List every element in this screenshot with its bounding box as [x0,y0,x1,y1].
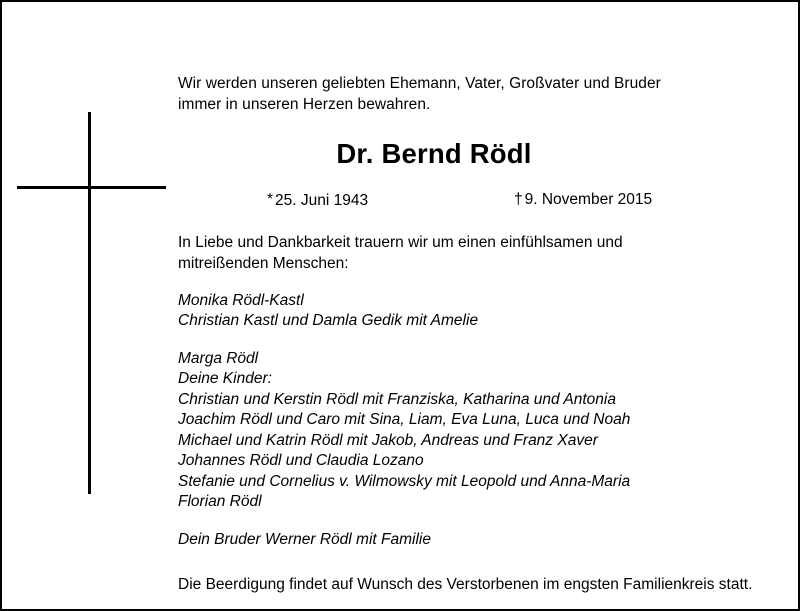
family-line: Michael und Katrin Rödl mit Jakob, Andreas und Franz Xaver [178,431,598,449]
death-date [514,189,652,211]
family-line: Christian und Kerstin Rödl mit Franziska, Katharina und Antonia [178,390,616,408]
cross-horizontal-bar [17,186,166,189]
family-group [178,530,790,551]
family-line: Florian Rödl [178,493,262,511]
family-line: Christian Kastl und Damla Gedik mit Amelie [178,312,479,330]
family-line: Joachim Rödl und Caro mit Sina, Liam, Eva Luna, Luca und Noah [178,411,631,429]
deceased-name: Dr. Bernd Rödl [336,137,532,169]
birth-date [267,189,368,212]
family-line: Stefanie und Cornelius v. Wilmowsky mit Leopold und Anna-Maria [178,472,631,490]
family-line: Monika Rödl-Kastl [178,291,304,309]
cross-vertical-bar [88,112,91,494]
family-line: Marga Rödl [178,349,259,367]
family-line: Deine Kinder: [178,370,272,388]
obituary-content [178,2,790,611]
family-group [178,291,790,332]
death-cross-icon: † [514,190,523,208]
intro-text: Wir werden unseren geliebten Ehemann, Vater, Großvater und Bruder immer in unseren Herzen bewahren. [178,74,661,113]
mourning-text: In Liebe und Dankbarkeit trauern wir um einen einfühlsamen und mitreißenden Menschen: [178,233,623,272]
death-date-value: 9. November 2015 [524,190,653,208]
birth-star-icon: * [267,190,274,208]
family-line: Johannes Rödl und Claudia Lozano [178,452,424,470]
birth-date-value: 25. Juni 1943 [275,191,369,209]
closing-text: Die Beerdigung findet auf Wunsch des Verstorbenen im engsten Familienkreis statt. [178,576,753,594]
cross-icon [2,2,178,611]
family-line: Dein Bruder Werner Rödl mit Familie [178,530,431,548]
family-group [178,349,790,513]
life-dates [178,189,790,211]
